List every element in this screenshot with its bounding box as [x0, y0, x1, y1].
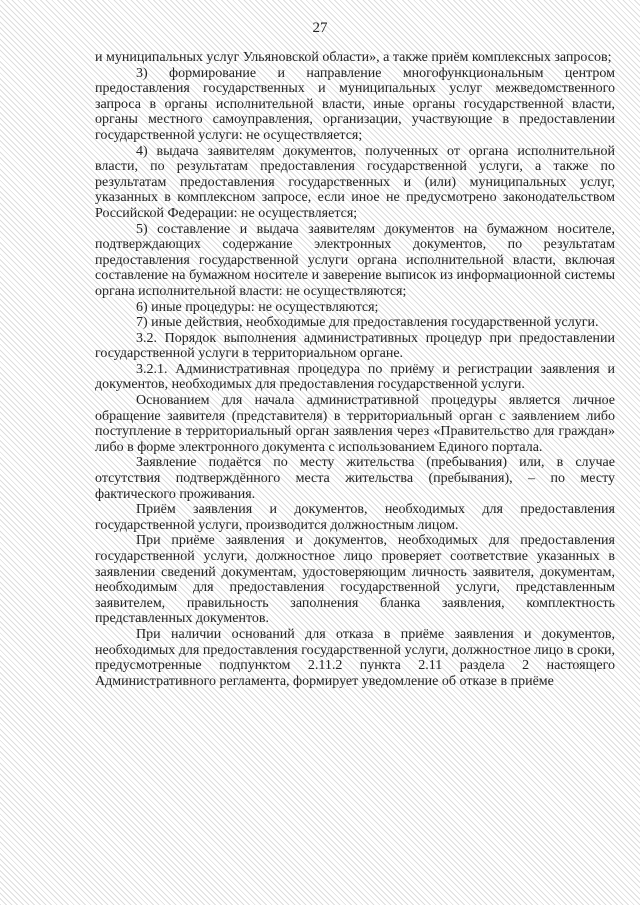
- section-heading-3-2-1: 3.2.1. Административная процедура по приёму и регистрации заявления и документов, необходимых для предоставления государственной услуги.: [95, 361, 615, 393]
- paragraph-item-6: 6) иные процедуры: не осуществляются;: [136, 299, 379, 315]
- paragraph-basis: Основанием для начала административной процедуры является личное обращение заявителя (представителя) в территориальный орган с заявлением либо поступление в территориальный орган заявления через «Правительство для граждан» либо в форме электронного документа с использованием Единого портала.: [95, 393, 615, 455]
- section-heading-3-2: 3.2. Порядок выполнения административных процедур при предоставлении государственной услуги в территориальном органе.: [95, 330, 615, 362]
- paragraph-verification: При приёме заявления и документов, необходимых для предоставления государственной услуги, должностное лицо проверяет соответствие указанных в заявлении сведений документам, удостоверяющим личность заявителя, документам, необходимым для предоставления государственной услуги, представленным заявителем, правильность заполнения бланка заявления, комплектность представленных документов.: [95, 533, 615, 627]
- paragraph-reception: Приём заявления и документов, необходимых для предоставления государственной услуги, производится должностным лицом.: [95, 502, 615, 533]
- paragraph-item-5: 5) составление и выдача заявителям документов на бумажном носителе, подтверждающих содержание электронных документов, по результатам предоставления государственной услуги органа исполнительной власти, включая составление на бумажном носителе и заверение выписок из информационной системы органа исполнительной власти: не осуществляются;: [95, 221, 615, 299]
- paragraph-place-of-submission: Заявление подаётся по месту жительства (пребывания) или, в случае отсутствия подтверждённого места жительства (пребывания), – по месту фактического проживания.: [95, 455, 615, 502]
- body-text: [95, 50, 615, 689]
- paragraph-continuation: и муниципальных услуг Ульяновской области», а также приём комплексных запросов;: [95, 50, 612, 65]
- paragraph-item-4: 4) выдача заявителям документов, полученных от органа исполнительной власти, по результатам предоставления государственной услуги, а также по результатам предоставления государственных и (или) муниципальных услуг, указанных в комплексном запросе, если иное не предусмотрено законодательством Российской Федерации: не осуществляется;: [95, 143, 615, 221]
- paragraph-refusal: При наличии оснований для отказа в приёме заявления и документов, необходимых для предоставления государственной услуги, должностное лицо в сроки, предусмотренные подпунктом 2.11.2 пункта 2.11 раздела 2 настоящего Административного регламента, формирует уведомление об отказе в приёме: [95, 626, 615, 689]
- paragraph-item-3: 3) формирование и направление многофункциональным центром предоставления государственных и муниципальных услуг межведомственного запроса в органы исполнительной власти, иные органы государственной власти, органы местного самоуправления, организации, участвующие в предоставлении государственной услуги: не осуществляется;: [95, 65, 615, 143]
- page-number: 27: [312, 20, 328, 36]
- paragraph-item-7: 7) иные действия, необходимые для предоставления государственной услуги.: [136, 315, 599, 331]
